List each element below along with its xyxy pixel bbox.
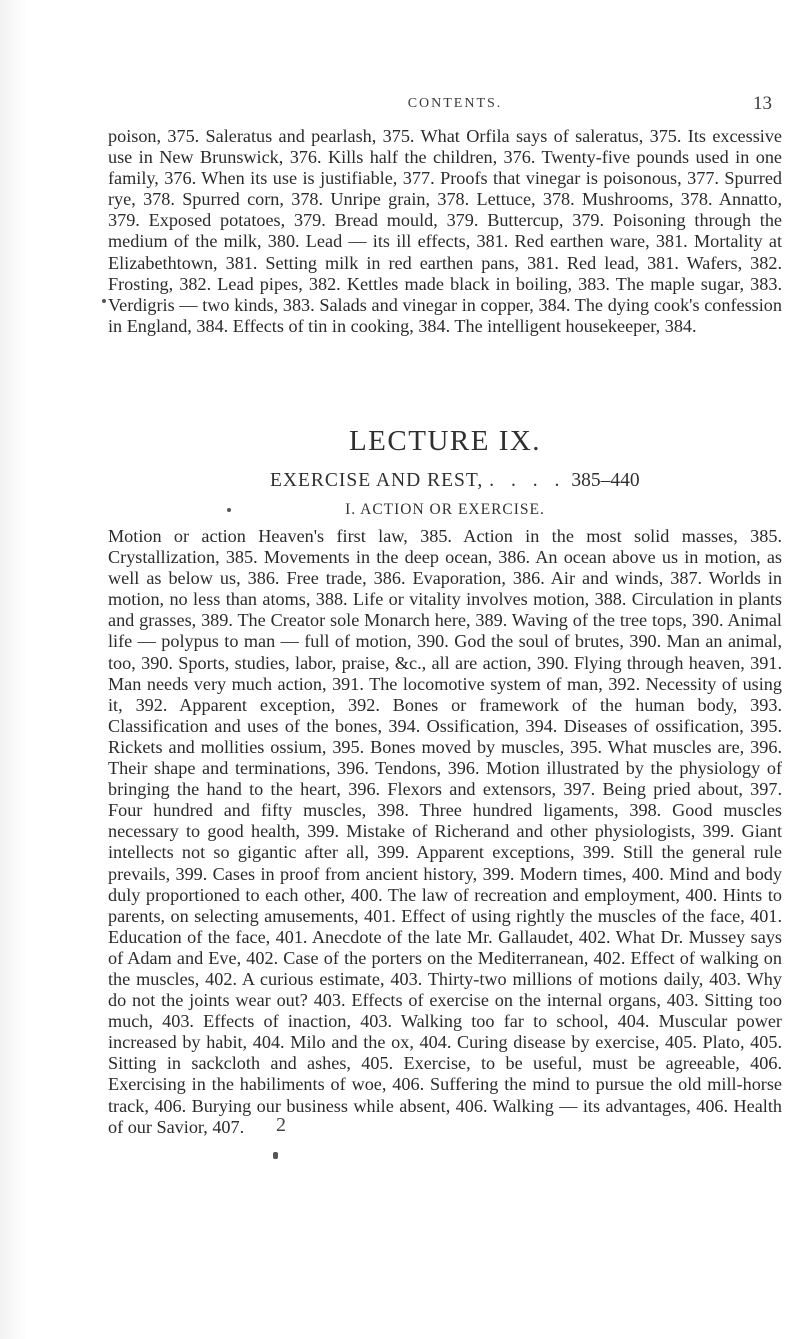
lecture-title: LECTURE IX.: [348, 425, 542, 457]
section-heading: [270, 470, 800, 492]
page-edge-shading: [0, 0, 28, 1339]
running-title: CONTENTS.: [407, 96, 503, 111]
top-paragraph: poison, 375. Saleratus and pearlash, 375. What Orfila says of saleratus, 375. Its excessive use in New Brunswick, 376. Kills half the children, 376. Twenty-five pounds used in one family, 376. When its use is justifiable, 377. Proofs that vinegar is poisonous, 377. Spurred rye, 378. Spurred corn, 378. Unripe grain, 378. Lettuce, 378. Mushrooms, 378. Annatto, 379. Exposed potatoes, 379. Bread mould, 379. Buttercup, 379. Poisoning through the medium of the milk, 380. Lead — its ill effects, 381. Red earthen ware, 381. Mortality at Elizabethtown, 381. Setting milk in red earthen pans, 381. Red lead, 381. Wafers, 382. Frosting, 382. Lead pipes, 382. Kettles made black in boiling, 383. The maple sugar, 383. Verdigris — two kinds, 383. Salads and vinegar in copper, 384. The dying cook's confession in England, 384. Effects of tin in cooking, 384. The intelligent housekeeper, 384.: [108, 126, 782, 336]
subsection-title: I. ACTION OR EXERCISE.: [345, 501, 545, 518]
signature-mark: 2: [276, 1114, 286, 1136]
ink-spot: [273, 1152, 278, 1159]
margin-dot: [102, 299, 106, 303]
section-title: EXERCISE AND REST,: [270, 470, 484, 491]
page-number: 13: [753, 93, 772, 114]
section-leader-dots: . . . .: [489, 470, 566, 491]
running-head: [110, 93, 800, 118]
main-paragraph: Motion or action Heaven's first law, 385. Action in the most solid masses, 385. Crystallization, 385. Movements in the deep ocean, 386. An ocean above us in motion, as well as below us, 386. Free trade, 386. Evaporation, 386. Air and winds, 387. Worlds in motion, no less than atoms, 388. Life or vitality involves motion, 388. Circulation in plants and grasses, 389. The Creator sole Monarch here, 389. Waving of the tree tops, 390. Animal life — polypus to man — full of motion, 390. God the soul of brutes, 390. Man an animal, too, 390. Sports, studies, labor, praise, &c., all are action, 390. Flying through heaven, 391. Man needs very much action, 391. The locomotive system of man, 392. Necessity of using it, 392. Apparent exception, 392. Bones or framework of the human body, 393. Classification and uses of the bones, 394. Ossification, 394. Diseases of ossification, 395. Rickets and mollities ossium, 395. Bones moved by muscles, 395. What muscles are, 396. Their shape and terminations, 396. Tendons, 396. Motion illustrated by the physiology of bringing the hand to the heart, 396. Flexors and extensors, 397. Being pried about, 397. Four hundred and fifty muscles, 398. Three hundred ligaments, 398. Good muscles necessary to good health, 399. Mistake of Richerand and other physiologists, 399. Giant intellects not so gigantic after all, 399. Apparent exceptions, 399. Still the general rule prevails, 399. Cases in proof from ancient history, 399. Modern times, 400. Mind and body duly proportioned to each other, 400. The law of recreation and employment, 400. Hints to parents, on selecting amusements, 401. Effect of using rightly the muscles of the face, 401. Education of the face, 401. Anecdote of the late Mr. Gallaudet, 402. What Dr. Mussey says of Adam and Eve, 402. Case of the porters on the Mediterranean, 402. Effect of walking on the muscles, 402. A curious estimate, 403. Thirty-two millions of motions daily, 403. Why do not the joints wear out? 403. Effects of exercise on the internal organs, 403. Sitting too much, 403. Effects of inaction, 403. Walking too far to school, 404. Muscular power increased by habit, 404. Milo and the ox, 404. Curing disease by exercise, 405. Plato, 405. Sitting in sackcloth and ashes, 405. Exercise, to be useful, must be agreeable, 406. Exercising in the habiliments of woe, 406. Suffering the mind to pursue the old mill-horse track, 406. Burying our business while absent, 406. Walking — its advantages, 406. Health of our Savior, 407.: [108, 526, 782, 1137]
section-page-range: 385–440: [571, 470, 640, 491]
